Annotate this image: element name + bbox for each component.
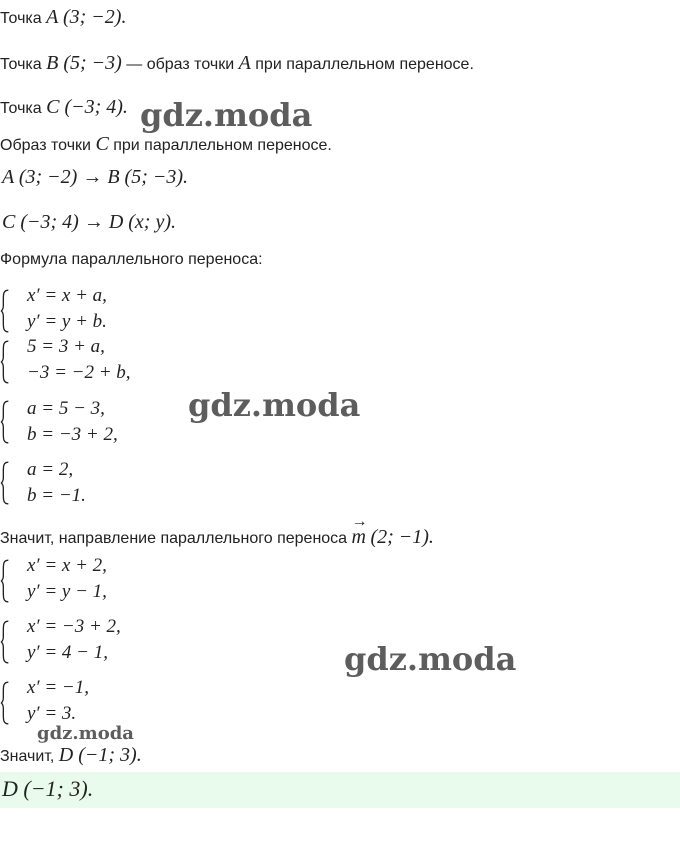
system-1-row-1: x′ = x + a, <box>27 285 107 306</box>
formula-heading: Формула параллельного переноса: <box>0 251 263 268</box>
direction-math: (2; −1). <box>370 526 434 548</box>
system-6-row-1: x′ = −3 + 2, <box>27 616 121 637</box>
system-4-row-1: a = 2, <box>27 459 74 480</box>
point-c-math: C (−3; 4). <box>46 96 128 118</box>
system-1-row-2: y′ = y + b. <box>27 311 107 332</box>
point-c-line <box>0 96 128 119</box>
system-5-row-2: y′ = y − 1, <box>27 581 107 602</box>
image-c-text: при параллельном переносе. <box>113 137 332 154</box>
system-2-row-2: −3 = −2 + b, <box>27 362 131 383</box>
system-7-row-1: x′ = −1, <box>27 677 89 698</box>
system-3-row-1: a = 5 − 3, <box>27 398 105 419</box>
conclusion-math: D (−1; 3). <box>58 744 142 766</box>
direction-label: Значит, направление параллельного переноса <box>0 530 348 547</box>
system-2-row-1: 5 = 3 + a, <box>27 336 105 357</box>
point-b-line <box>0 52 474 75</box>
point-b-label: Точка <box>0 56 42 73</box>
mapping-c-d: C (−3; 4) → D (x; y). <box>2 211 176 233</box>
system-4-row-2: b = −1. <box>27 485 86 506</box>
brace-icon <box>0 396 10 448</box>
watermark-logo: gdz.moda <box>37 723 134 744</box>
image-c-label: Образ точки <box>0 137 91 154</box>
conclusion-line <box>0 744 142 767</box>
brace-icon <box>0 285 10 337</box>
image-c-line <box>0 133 332 156</box>
vector-m: → m <box>352 526 366 549</box>
watermark-logo: gdz.moda <box>188 386 361 424</box>
watermark-logo: gdz.moda <box>140 96 313 134</box>
point-b-math2: A <box>238 52 251 74</box>
point-b-math: B (5; −3) <box>46 52 122 74</box>
watermark-logo: gdz.moda <box>344 640 517 678</box>
image-c-math: C <box>95 133 109 155</box>
point-a-label: Точка <box>0 10 42 27</box>
brace-icon <box>0 457 10 509</box>
point-a-math: A (3; −2). <box>46 6 127 28</box>
brace-icon <box>0 616 10 668</box>
answer-box <box>0 772 680 808</box>
answer-text: D (−1; 3). <box>2 776 94 801</box>
conclusion-label: Значит, <box>0 748 55 765</box>
system-7-row-2: y′ = 3. <box>27 703 77 724</box>
point-b-text2: при параллельном переносе. <box>255 56 474 73</box>
direction-line <box>0 526 434 549</box>
system-6-row-2: y′ = 4 − 1, <box>27 642 108 663</box>
mapping-a-b: A (3; −2) → B (5; −3). <box>2 166 189 188</box>
system-5-row-1: x′ = x + 2, <box>27 555 107 576</box>
point-b-text: — образ точки <box>126 56 235 73</box>
system-3-row-2: b = −3 + 2, <box>27 424 118 445</box>
brace-icon <box>0 677 10 729</box>
point-a-line <box>0 6 126 29</box>
point-c-label: Точка <box>0 100 42 117</box>
brace-icon <box>0 336 10 388</box>
brace-icon <box>0 555 10 607</box>
